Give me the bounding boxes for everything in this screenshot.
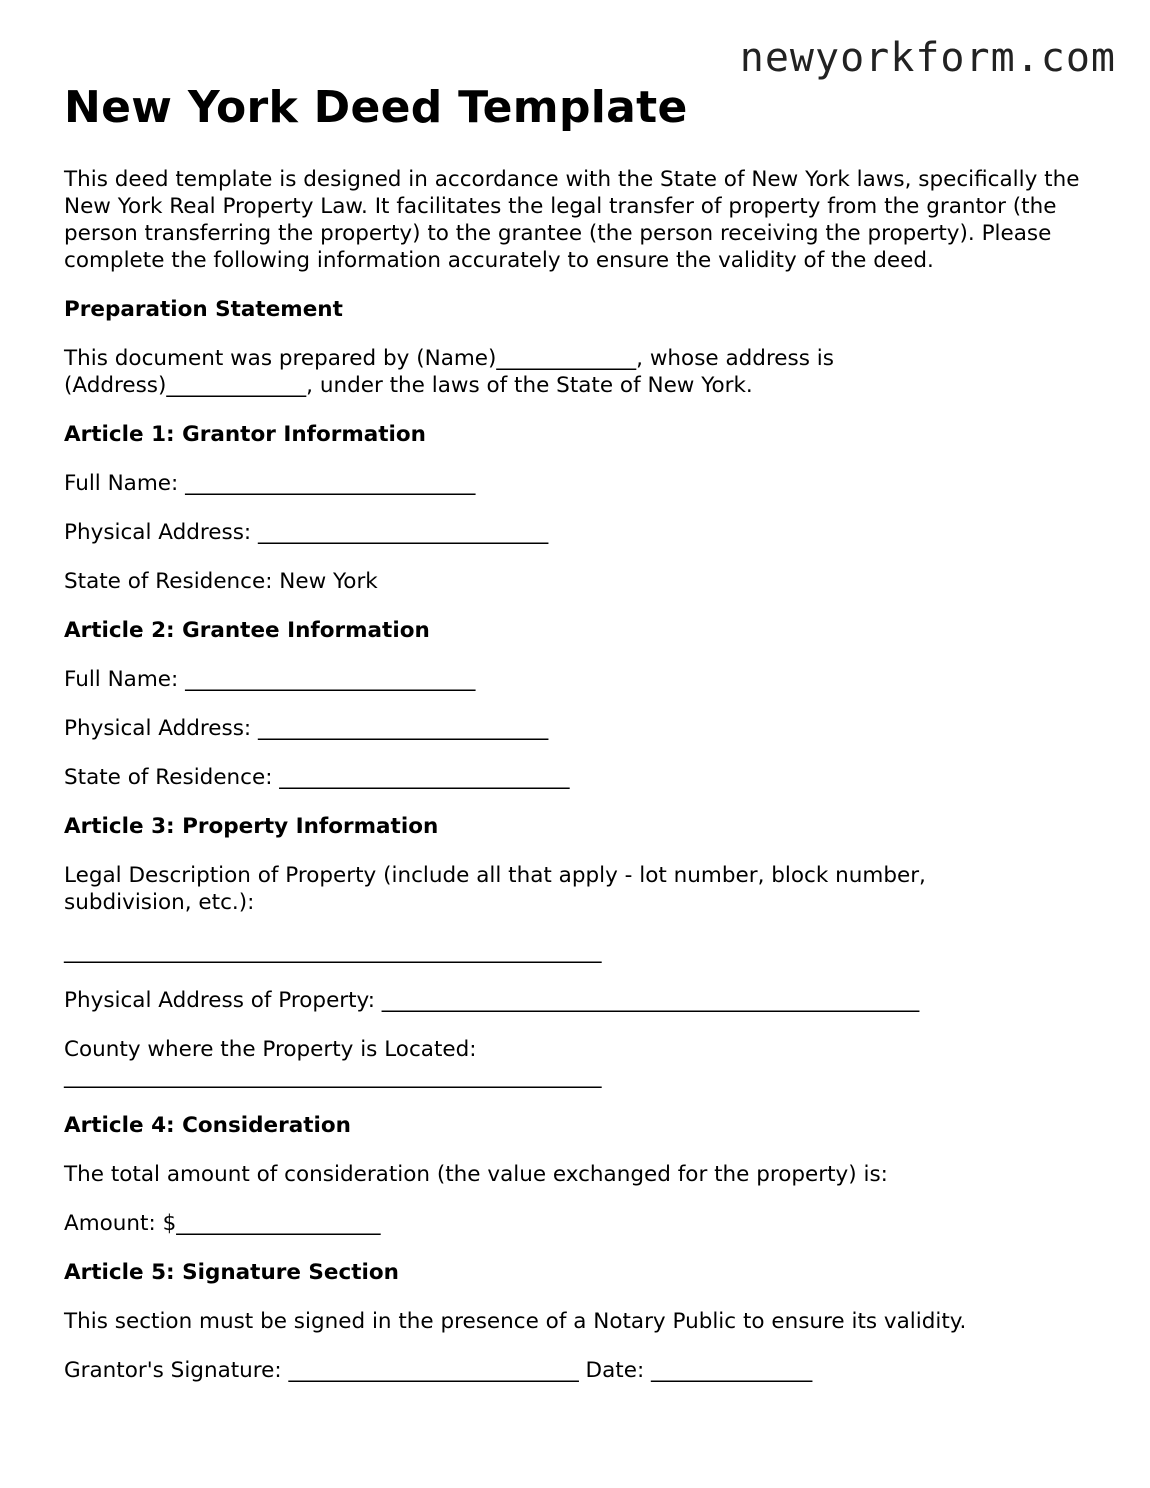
preparation-line-2: (Address)_____________, under the laws of the State of New York. <box>64 373 753 398</box>
page-title: New York Deed Template <box>64 82 688 133</box>
county-label: County where the Property is Located: <box>64 1037 477 1062</box>
county <box>64 1036 1094 1090</box>
grantee-state-field[interactable]: State of Residence: ___________________________ <box>64 765 570 790</box>
legal-description-field[interactable]: __________________________________________________ <box>64 939 602 964</box>
article5-heading: Article 5: Signature Section <box>64 1260 399 1285</box>
legal-description <box>64 862 1094 916</box>
legal-description-line-1: Legal Description of Property (include all that apply - lot number, block number, <box>64 863 926 888</box>
preparation-line-1: This document was prepared by (Name)_____________, whose address is <box>64 346 834 371</box>
site-watermark: newyorkform.com <box>739 35 1116 81</box>
amount-field[interactable]: Amount: $___________________ <box>64 1211 381 1236</box>
article4-heading: Article 4: Consideration <box>64 1113 351 1138</box>
grantor-state-field: State of Residence: New York <box>64 569 378 594</box>
legal-description-line-2: subdivision, etc.): <box>64 890 255 915</box>
consideration-text: The total amount of consideration (the value exchanged for the property) is: <box>64 1162 888 1187</box>
article2-heading: Article 2: Grantee Information <box>64 618 430 643</box>
intro-paragraph: This deed template is designed in accordance with the State of New York laws, specifically the New York Real Property Law. It facilitates the legal transfer of property from the grantor (the person transferring the property) to the grantee (the person receiving the property). Please complete the following information accurately to ensure the validity of the deed. <box>64 167 1080 273</box>
deed-document <box>64 80 1094 1384</box>
property-address-field[interactable]: Physical Address of Property: __________________________________________________ <box>64 988 920 1013</box>
preparation-statement <box>64 345 1094 399</box>
grantee-full-name-field[interactable]: Full Name: ___________________________ <box>64 667 476 692</box>
signature-notice: This section must be signed in the presence of a Notary Public to ensure its validity. <box>64 1309 967 1334</box>
article1-heading: Article 1: Grantor Information <box>64 422 426 447</box>
preparation-heading: Preparation Statement <box>64 297 343 322</box>
grantor-address-field[interactable]: Physical Address: ___________________________ <box>64 520 549 545</box>
article3-heading: Article 3: Property Information <box>64 814 439 839</box>
grantor-full-name-field[interactable]: Full Name: ___________________________ <box>64 471 476 496</box>
signature-date-field[interactable]: Grantor's Signature: ___________________________ Date: _______________ <box>64 1358 813 1383</box>
county-field[interactable]: __________________________________________________ <box>64 1064 602 1089</box>
grantee-address-field[interactable]: Physical Address: ___________________________ <box>64 716 549 741</box>
